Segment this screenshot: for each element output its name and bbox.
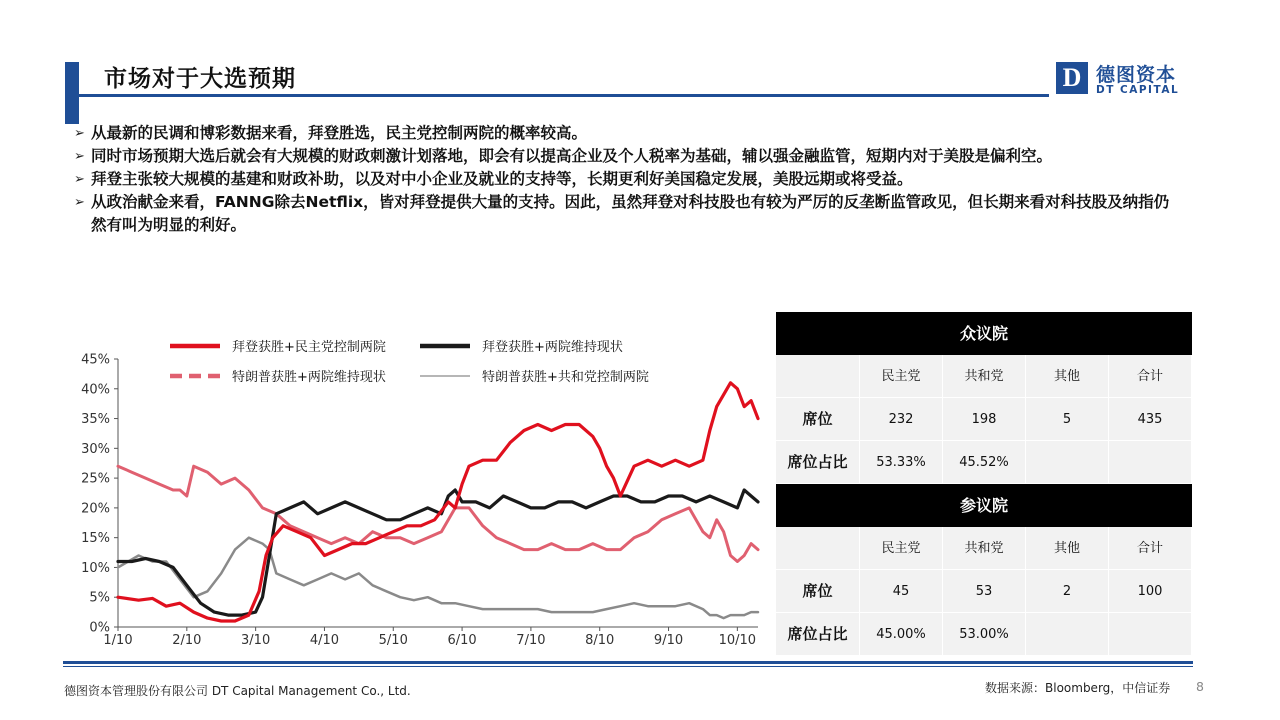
page-title: 市场对于大选预期 [104,66,296,92]
logo-d-icon: D [1056,62,1088,94]
x-tick-label: 4/10 [309,633,340,648]
legend-label: 拜登获胜+民主党控制两院 [232,340,386,355]
senate-header-row [776,527,1192,570]
y-tick-label: 5% [89,590,110,606]
series-line [118,383,758,621]
table-cell: 53.33% [860,441,943,484]
table-cell [1026,441,1109,484]
legend-label: 特朗普获胜+共和党控制两院 [482,370,649,385]
table-cell: 435 [1109,398,1192,441]
table-cell: 5 [1026,398,1109,441]
table-cell [1026,613,1109,656]
row-header: 席位 [776,398,860,441]
house-table [776,312,1192,484]
logo-chinese-name: 德图资本 [1096,64,1177,86]
title-accent-bar [65,62,79,124]
bullet-text: 从最新的民调和博彩数据来看，拜登胜选，民主党控制两院的概率较高。 [91,124,588,142]
title-underline [79,94,1049,97]
table-cell: 45.00% [860,613,943,656]
senate-table-title: 参议院 [776,484,1192,527]
table-cell: 53 [943,570,1026,613]
company-logo [1056,60,1186,100]
table-row [776,570,1192,613]
arrow-bullet-icon: ➢ [74,126,85,141]
y-tick-label: 40% [81,382,110,398]
bullet-text: 拜登主张较大规模的基建和财政补助，以及对中小企业及就业的支持等，长期更利好美国稳定发展，美股远期或将受益。 [91,170,913,188]
arrow-bullet-icon: ➢ [74,149,85,164]
table-cell: 其他 [1026,527,1109,570]
x-tick-label: 6/10 [447,633,477,648]
table-cell [1109,613,1192,656]
table-cell: 合计 [1109,355,1192,398]
y-tick-label: 35% [81,412,110,428]
bullet-item [74,168,1184,191]
footer-rule-thick [63,661,1193,664]
table-cell: 合计 [1109,527,1192,570]
page-number: 8 [1196,679,1204,694]
election-probability-chart [60,328,772,658]
table-row [776,613,1192,656]
x-tick-label: 3/10 [241,633,271,648]
x-tick-label: 5/10 [378,633,408,648]
table-cell: 其他 [1026,355,1109,398]
y-tick-label: 25% [81,471,110,487]
row-header: 席位 [776,570,860,613]
table-cell: 共和党 [943,355,1026,398]
table-cell: 民主党 [860,355,943,398]
x-tick-label: 2/10 [172,633,202,648]
x-tick-label: 8/10 [585,633,615,648]
table-cell [776,527,860,570]
senate-table [776,484,1192,656]
table-cell: 198 [943,398,1026,441]
table-cell: 100 [1109,570,1192,613]
footer-rule-thin [63,666,1193,667]
bullet-item [74,122,1184,145]
legend-label: 拜登获胜+两院维持现状 [482,340,623,355]
series-line [118,490,758,615]
table-cell [1109,441,1192,484]
bullet-list [74,122,1184,237]
logo-english-name: DT CAPITAL [1096,84,1180,96]
footer-source: 数据来源：Bloomberg，中信证券 [985,681,1171,695]
y-tick-label: 30% [81,441,110,457]
row-header: 席位占比 [776,441,860,484]
y-tick-label: 20% [81,501,110,517]
arrow-bullet-icon: ➢ [74,195,85,210]
y-tick-label: 0% [89,620,110,636]
bullet-item [74,145,1184,168]
house-header-row [776,355,1192,398]
table-cell: 53.00% [943,613,1026,656]
table-row [776,441,1192,484]
table-cell [776,355,860,398]
chart-svg [60,328,772,658]
footer-company: 德图资本管理股份有限公司 DT Capital Management Co., Ltd. [64,684,411,698]
table-row [776,398,1192,441]
bullet-text: 同时市场预期大选后就会有大规模的财政刺激计划落地，即会有以提高企业及个人税率为基础，辅以强金融监管，短期内对于美股是偏利空。 [91,147,1053,165]
legend-label: 特朗普获胜+两院维持现状 [232,370,386,385]
table-cell: 2 [1026,570,1109,613]
bullet-text: 从政治献金来看，FANNG除去Netflix，皆对拜登提供大量的支持。因此，虽然拜登对科技股也有较为严厉的反垄断监管政见，但长期来看对科技股及纳指仍然有叫为明显的利好。 [91,193,1170,234]
table-cell: 45.52% [943,441,1026,484]
x-tick-label: 7/10 [516,633,546,648]
arrow-bullet-icon: ➢ [74,172,85,187]
y-tick-label: 15% [81,531,110,547]
congress-seat-tables [776,312,1192,656]
x-tick-label: 10/10 [718,633,757,648]
series-line [118,538,758,618]
row-header: 席位占比 [776,613,860,656]
y-tick-label: 10% [81,560,110,576]
y-tick-label: 45% [81,352,110,368]
table-cell: 共和党 [943,527,1026,570]
table-cell: 民主党 [860,527,943,570]
house-table-title: 众议院 [776,312,1192,355]
table-cell: 232 [860,398,943,441]
x-tick-label: 9/10 [653,633,684,648]
x-tick-label: 1/10 [103,633,133,648]
bullet-item [74,191,1184,237]
table-cell: 45 [860,570,943,613]
